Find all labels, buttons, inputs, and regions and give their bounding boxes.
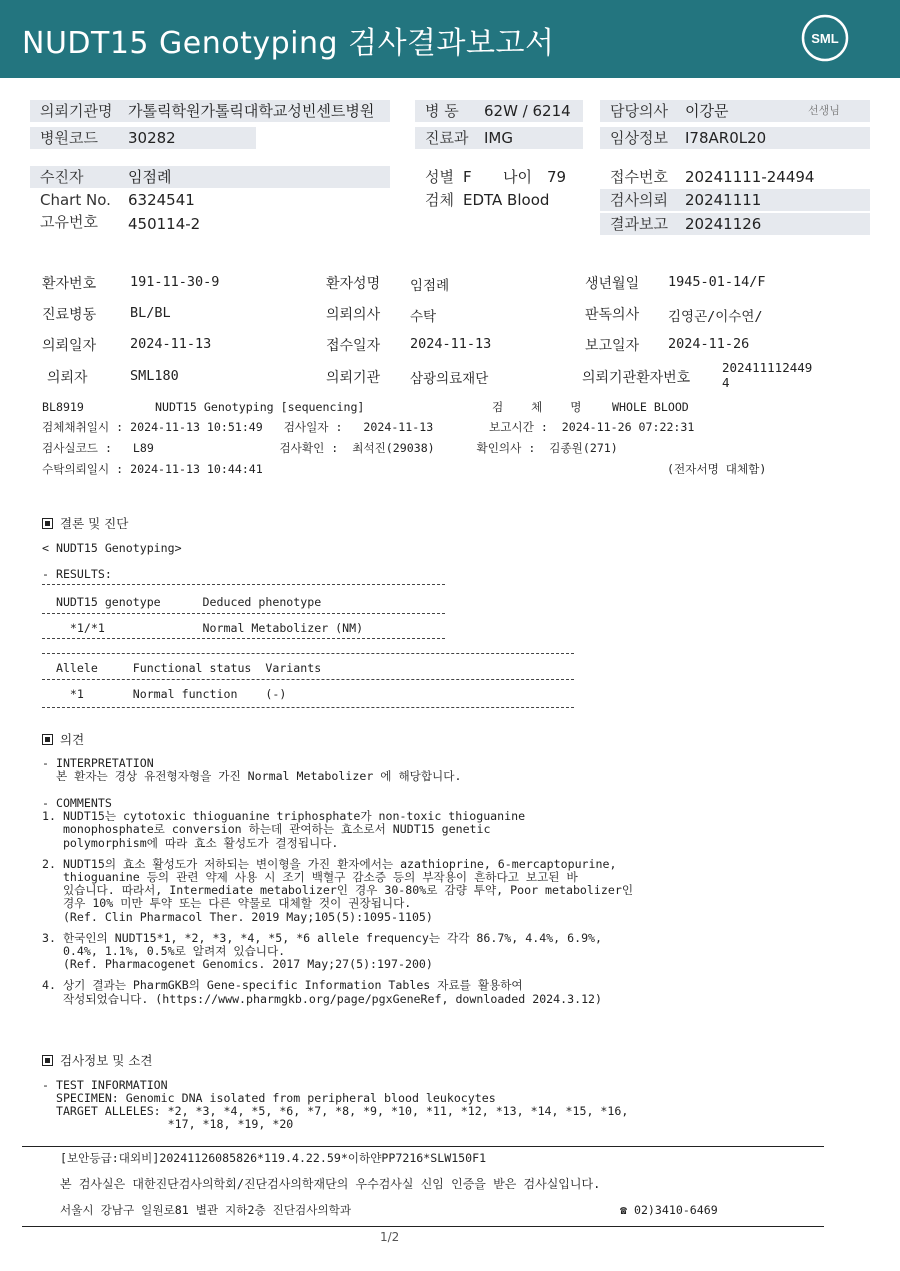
- comment-line: - COMMENTS: [42, 796, 112, 810]
- comment-line: 0.4%, 1.1%, 0.5%로 알려져 있습니다.: [42, 944, 286, 958]
- clinical-label: 임상정보: [610, 129, 668, 147]
- footer-top-rule: [22, 1146, 824, 1147]
- grid-value: BL/BL: [130, 305, 171, 321]
- grid-value-cont: 4: [722, 375, 730, 390]
- divider: [42, 584, 445, 585]
- grid-value: 김영곤/이수연/: [668, 309, 763, 325]
- receipt-value: 20241111-24494: [685, 168, 815, 186]
- section-square-icon: [42, 734, 53, 745]
- grid-value: 2024-11-26: [668, 336, 750, 352]
- interpretation-line: 본 환자는 경상 유전형자형을 가진 Normal Metabolizer 에 해당합니다.: [42, 769, 462, 783]
- request-label: 검사의뢰: [610, 191, 668, 209]
- allele-table-header: Allele Functional status Variants: [42, 661, 322, 675]
- grid-label: 진료병동: [42, 307, 97, 323]
- age-label: 나이: [503, 168, 532, 186]
- phone-line: ☎ 02)3410-6469: [620, 1203, 718, 1217]
- specimen-label: 검체: [425, 191, 454, 209]
- section-opinion-title: 의견: [42, 730, 84, 748]
- grid-label: 의뢰일자: [42, 338, 97, 354]
- grid-value: 임점례: [410, 278, 450, 294]
- divider: [42, 653, 574, 654]
- report-value: 20241126: [685, 215, 762, 233]
- comment-line: 경우 10% 미만 투약 또는 다른 약물로 대체할 것이 권장됩니다.: [42, 896, 412, 910]
- doctor-suffix: 선생님: [808, 104, 840, 117]
- receipt-label: 접수번호: [610, 168, 668, 186]
- ward-value: 62W / 6214: [484, 102, 571, 120]
- patient-value: 임점례: [128, 168, 172, 186]
- section-square-icon: [42, 1055, 53, 1066]
- test-line-request: 수탁의뢰일시 : 2024-11-13 10:44:41: [42, 462, 263, 476]
- grid-label: 의뢰의사: [326, 307, 381, 323]
- logo-text: SML: [811, 31, 839, 46]
- chart-value: 6324541: [128, 191, 195, 209]
- dept-value: IMG: [484, 129, 513, 147]
- comment-line: 2. NUDT15의 효소 활성도가 저하되는 변이형을 가진 환자에서는 azathioprine, 6-mercaptopurine,: [42, 857, 617, 871]
- footer-bottom-rule: [22, 1226, 824, 1227]
- grid-value: 2024-11-13: [130, 336, 212, 352]
- section-testinfo-title: 검사정보 및 소견: [42, 1051, 152, 1069]
- hospital-code-value: 30282: [128, 129, 176, 147]
- sex-label: 성별: [425, 168, 454, 186]
- results-label: - RESULTS:: [42, 567, 112, 581]
- comment-line: 1. NUDT15는 cytotoxic thioguanine triphosphate가 non-toxic thioguanine: [42, 809, 526, 823]
- grid-label: 의뢰기관: [326, 370, 381, 386]
- test-name: NUDT15 Genotyping [sequencing]: [155, 400, 365, 414]
- genotype-table-row: *1/*1 Normal Metabolizer (NM): [42, 621, 364, 635]
- specimen-name-value: WHOLE BLOOD: [612, 400, 689, 414]
- comment-line: thioguanine 등의 관련 약제 사용 시 조기 백혈구 감소증 등의 부작용이 흔하다고 보고된 바: [42, 870, 578, 884]
- chart-label: Chart No.: [40, 191, 111, 209]
- comment-line: 작성되었습니다. (https://www.pharmgkb.org/page/pgxGeneRef, downloaded 2024.3.12): [42, 992, 603, 1006]
- section-conclusion-title: 결론 및 진단: [42, 514, 128, 532]
- page-number: 1/2: [380, 1230, 400, 1244]
- grid-label: 환자번호: [42, 276, 97, 292]
- grid-value: 삼광의료재단: [410, 371, 489, 387]
- divider: [42, 638, 445, 639]
- grid-value: 202411112449: [722, 360, 813, 375]
- patient-bar: [30, 166, 390, 188]
- security-line: [보안등급:대외비]20241126085826*119.4.22.59*이하얀PP7216*SLW150F1: [60, 1151, 487, 1165]
- sex-value: F: [463, 168, 472, 186]
- grid-label: 의뢰기관환자번호: [582, 370, 691, 386]
- grid-label: 판독의사: [585, 307, 640, 323]
- comment-line: (Ref. Clin Pharmacol Ther. 2019 May;105(5):1095-1105): [42, 910, 433, 924]
- divider: [42, 707, 574, 708]
- genotype-table-header: NUDT15 genotype Deduced phenotype: [42, 595, 322, 609]
- grid-label: 보고일자: [585, 338, 640, 354]
- grid-value: 2024-11-13: [410, 336, 492, 352]
- unique-value: 450114-2: [128, 215, 201, 233]
- request-value: 20241111: [685, 191, 762, 209]
- doctor-value: 이강문: [685, 102, 729, 120]
- test-info-line: SPECIMEN: Genomic DNA isolated from peripheral blood leukocytes: [42, 1091, 496, 1105]
- unique-label: 고유번호: [40, 213, 98, 231]
- comment-line: monophosphate로 conversion 하는데 관여하는 효소로서 NUDT15 genetic: [42, 822, 491, 836]
- comment-line: (Ref. Pharmacogenet Genomics. 2017 May;27(5):197-200): [42, 957, 433, 971]
- hospital-code-label: 병원코드: [40, 129, 98, 147]
- certification-line: 본 검사실은 대한진단검사의학회/진단검사의학재단의 우수검사실 신임 인증을 받은 검사실입니다.: [60, 1177, 601, 1191]
- test-info-line: TARGET ALLELES: *2, *3, *4, *5, *6, *7, *8, *9, *10, *11, *12, *13, *14, *15, *16,: [42, 1104, 629, 1118]
- institution-label: 의뢰기관명: [40, 102, 113, 120]
- report-title: NUDT15 Genotyping 검사결과보고서: [22, 26, 555, 61]
- sml-logo-icon: [800, 13, 850, 63]
- specimen-name-label: 검 체 명: [492, 400, 582, 414]
- grid-label: 환자성명: [326, 276, 381, 292]
- test-line-lab: 검사실코드 : L89 검사확인 : 최석진(29038) 확인의사 : 김종원(271): [42, 441, 618, 455]
- grid-label: 의뢰자: [47, 370, 88, 386]
- section-square-icon: [42, 518, 53, 529]
- dept-label: 진료과: [425, 129, 469, 147]
- age-value: 79: [547, 168, 567, 186]
- clinical-value: I78AR0L20: [685, 129, 767, 147]
- ward-label: 병 동: [425, 102, 459, 120]
- interpretation-line: - INTERPRETATION: [42, 756, 154, 770]
- comment-line: polymorphism에 따라 효소 활성도가 결정됩니다.: [42, 836, 339, 850]
- grid-value: 수탁: [410, 309, 437, 325]
- specimen-value: EDTA Blood: [463, 191, 550, 209]
- test-code: BL8919: [42, 400, 84, 414]
- gene-subtitle: < NUDT15 Genotyping>: [42, 541, 182, 555]
- test-info-line: - TEST INFORMATION: [42, 1078, 168, 1092]
- header-band: [0, 0, 900, 78]
- grid-value: SML180: [130, 368, 179, 384]
- comment-line: 있습니다. 따라서, Intermediate metabolizer인 경우 30-80%로 감량 투약, Poor metabolizer인: [42, 883, 634, 897]
- grid-value: 1945-01-14/F: [668, 274, 766, 290]
- test-info-line: *17, *18, *19, *20: [42, 1117, 294, 1131]
- doctor-label: 담당의사: [610, 102, 668, 120]
- comment-line: 3. 한국인의 NUDT15*1, *2, *3, *4, *5, *6 allele frequency는 각각 86.7%, 4.4%, 6.9%,: [42, 931, 603, 945]
- report-label: 결과보고: [610, 215, 668, 233]
- allele-table-row: *1 Normal function (-): [42, 687, 287, 701]
- test-line-collection: 검체채취일시 : 2024-11-13 10:51:49 검사일자 : 2024-11-13 보고시간 : 2024-11-26 07:22:31: [42, 420, 695, 434]
- grid-label: 생년월일: [585, 276, 640, 292]
- grid-value: 191-11-30-9: [130, 274, 220, 290]
- comment-line: 4. 상기 결과는 PharmGKB의 Gene-specific Information Tables 자료를 활용하여: [42, 978, 523, 992]
- grid-label: 접수일자: [326, 338, 381, 354]
- esign-note: (전자서명 대체함): [667, 462, 767, 476]
- address-line: 서울시 강남구 일원로81 별관 지하2층 진단검사의학과: [60, 1203, 352, 1217]
- institution-value: 가톨릭학원가톨릭대학교성빈센트병원: [128, 102, 375, 120]
- divider: [42, 679, 574, 680]
- patient-label: 수진자: [40, 168, 84, 186]
- divider: [42, 613, 445, 614]
